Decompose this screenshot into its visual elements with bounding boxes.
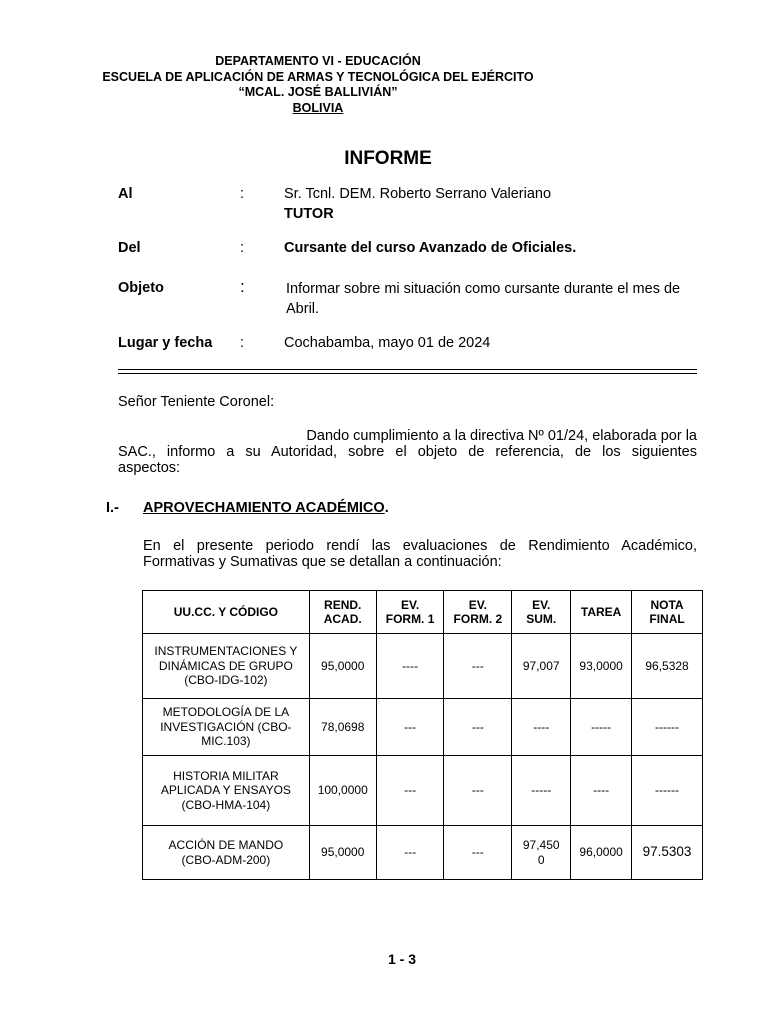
field-al-colon: : [240,186,245,202]
cell-subject: HISTORIA MILITAR APLICADA Y ENSAYOS (CBO-HMA-104) [143,756,310,826]
cell-ev-sum: 97,450 0 [512,826,571,880]
field-al-value [284,184,551,224]
field-objeto-label: Objeto [118,280,164,296]
field-al-label: Al [118,186,133,202]
grades-table [142,590,703,880]
field-lugar-label: Lugar y fecha [118,335,213,351]
section-heading [143,500,389,516]
cell-ev-form-2: --- [444,756,512,826]
page-number: 1 - 3 [387,951,416,967]
letterhead [0,54,636,116]
field-objeto-line2: Abril. [286,301,320,317]
cell-nota-final: 97.5303 [632,826,703,880]
intro-line: SAC., informo a su Autoridad, sobre el objeto de referencia, de los siguientes [118,444,697,460]
field-del-colon: : [240,240,245,256]
cell-subject: INSTRUMENTACIONES Y DINÁMICAS DE GRUPO (CBO-IDG-102) [143,634,310,699]
header-rend-acad: REND. ACAD. [309,591,376,634]
intro-paragraph [118,428,697,476]
field-al-name: Sr. Tcnl. DEM. Roberto Serrano Valeriano [284,186,552,202]
cell-nota-final: ------ [632,699,703,756]
cell-ev-form-2: --- [444,699,512,756]
cell-ev-form-1: ---- [376,634,444,699]
cell-nota-final: ------ [632,756,703,826]
cell-ev-form-1: --- [376,826,444,880]
header-ev-form-1: EV. FORM. 1 [376,591,444,634]
separator-line [118,369,697,370]
field-objeto-colon: : [240,277,245,296]
document-title: INFORME [344,148,432,169]
cell-tarea: ---- [571,756,632,826]
cell-rend-acad: 95,0000 [309,826,376,880]
letterhead-country: BOLIVIA [292,100,344,115]
cell-ev-sum: 97,007 [512,634,571,699]
header-ev-sum: EV. SUM. [512,591,571,634]
letterhead-school: ESCUELA DE APLICACIÓN DE ARMAS Y TECNOLÓGICA DEL EJÉRCITO [102,69,534,84]
header-nota-final: NOTA FINAL [632,591,703,634]
cell-subject: ACCIÓN DE MANDO (CBO-ADM-200) [143,826,310,880]
section-text-line: En el presente periodo rendí las evaluaciones de Rendimiento Académico, [143,538,697,554]
field-al-role: TUTOR [284,206,334,222]
cell-ev-form-1: --- [376,756,444,826]
intro-line: Dando cumplimiento a la directiva Nº 01/24, elaborada por la [306,428,697,444]
cell-nota-final: 96,5328 [632,634,703,699]
cell-rend-acad: 100,0000 [309,756,376,826]
cell-ev-sum: ---- [512,699,571,756]
cell-tarea: 93,0000 [571,634,632,699]
cell-rend-acad: 78,0698 [309,699,376,756]
table-row [143,699,703,756]
field-objeto-value [286,279,680,319]
field-del-label: Del [118,240,141,256]
section-title: APROVECHAMIENTO ACADÉMICO [143,500,385,516]
letterhead-honorific: “MCAL. JOSÉ BALLIVIÁN” [238,85,398,99]
section-number: I.- [106,500,119,516]
cell-rend-acad: 95,0000 [309,634,376,699]
table-row [143,826,703,880]
cell-tarea: 96,0000 [571,826,632,880]
header-subject: UU.CC. Y CÓDIGO [143,591,310,634]
field-del-value: Cursante del curso Avanzado de Oficiales. [284,240,577,256]
salutation: Señor Teniente Coronel: [118,394,275,410]
table-row [143,756,703,826]
table-header-row [143,591,703,634]
cell-subject: METODOLOGÍA DE LA INVESTIGACIÓN (CBO- MIC.103) [143,699,310,756]
header-tarea: TAREA [571,591,632,634]
letterhead-department: DEPARTAMENTO VI - EDUCACIÓN [215,54,421,68]
cell-tarea: ----- [571,699,632,756]
field-lugar-colon: : [240,335,245,351]
table-row [143,634,703,699]
cell-ev-form-2: --- [444,634,512,699]
section-paragraph [143,538,697,570]
section-title-period: . [384,500,389,516]
cell-ev-form-2: --- [444,826,512,880]
cell-ev-sum: ----- [512,756,571,826]
field-lugar-value: Cochabamba, mayo 01 de 2024 [284,335,491,351]
separator-line [118,373,697,374]
section-text-line: Formativas y Sumativas que se detallan a continuación: [143,554,502,570]
intro-line: aspectos: [118,460,181,476]
field-objeto-line1: Informar sobre mi situación como cursante durante el mes de [286,281,681,297]
cell-ev-form-1: --- [376,699,444,756]
header-ev-form-2: EV. FORM. 2 [444,591,512,634]
